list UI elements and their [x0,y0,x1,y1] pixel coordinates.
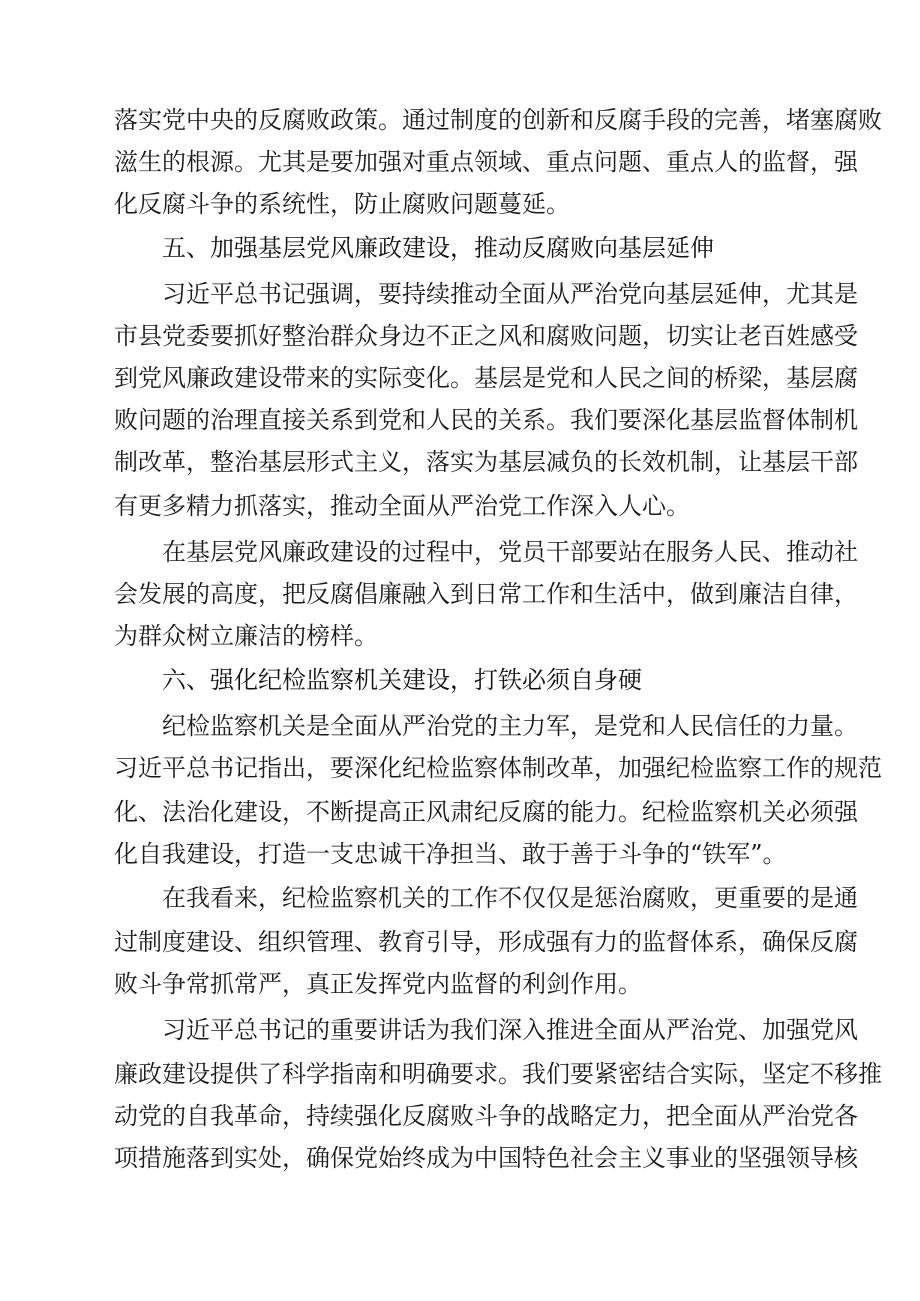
paragraph-line: 在我看来，纪检监察机关的工作不仅仅是惩治腐败，更重要的是通 [162,884,858,912]
paragraph-line: 习近平总书记强调，要持续推动全面从严治党向基层延伸，尤其是 [162,280,858,308]
paragraph-line: 败斗争常抓常严，真正发挥党内监督的利剑作用。 [114,970,642,998]
paragraph-line: 会发展的高度，把反腐倡廉融入到日常工作和生活中，做到廉洁自律， [114,580,858,608]
paragraph-line: 纪检监察机关是全面从严治党的主力军，是党和人民信任的力量。 [162,712,858,740]
paragraph-line: 有更多精力抓落实，推动全面从严治党工作深入人心。 [114,492,690,520]
paragraph-line: 败问题的治理直接关系到党和人民的关系。我们要深化基层监督体制机 [114,406,858,434]
paragraph-line: 市县党委要抓好整治群众身边不正之风和腐败问题，切实让老百姓感受 [114,322,858,350]
paragraph-line: 廉政建设提供了科学指南和明确要求。我们要紧密结合实际，坚定不移推 [114,1060,882,1088]
paragraph-line: 制改革，整治基层形式主义，落实为基层减负的长效机制，让基层干部 [114,448,858,476]
paragraph-line: 在基层党风廉政建设的过程中，党员干部要站在服务人民、推动社 [162,538,858,566]
section-heading-5: 五、加强基层党风廉政建设，推动反腐败向基层延伸 [162,234,714,262]
paragraph-line: 项措施落到实处，确保党始终成为中国特色社会主义事业的坚强领导核 [114,1144,858,1172]
paragraph-line: 滋生的根源。尤其是要加强对重点领域、重点问题、重点人的监督，强 [114,148,858,176]
paragraph-line: 化、法治化建设，不断提高正风肃纪反腐的能力。纪检监察机关必须强 [114,798,858,826]
paragraph-line: 化反腐斗争的系统性，防止腐败问题蔓延。 [114,190,570,218]
paragraph-line: 过制度建设、组织管理、教育引导，形成强有力的监督体系，确保反腐 [114,928,858,956]
paragraph-line: 化自我建设，打造一支忠诚干净担当、敢于善于斗争的“铁军”。 [114,840,787,868]
paragraph-line: 为群众树立廉洁的榜样。 [114,622,378,650]
paragraph-line: 动党的自我革命，持续强化反腐败斗争的战略定力，把全面从严治党各 [114,1102,858,1130]
paragraph-line: 习近平总书记指出，要深化纪检监察体制改革，加强纪检监察工作的规范 [114,754,882,782]
paragraph-line: 到党风廉政建设带来的实际变化。基层是党和人民之间的桥梁，基层腐 [114,364,858,392]
section-heading-6: 六、强化纪检监察机关建设，打铁必须自身硬 [162,666,642,694]
paragraph-line: 落实党中央的反腐败政策。通过制度的创新和反腐手段的完善，堵塞腐败 [114,106,882,134]
paragraph-line: 习近平总书记的重要讲话为我们深入推进全面从严治党、加强党风 [162,1016,858,1044]
